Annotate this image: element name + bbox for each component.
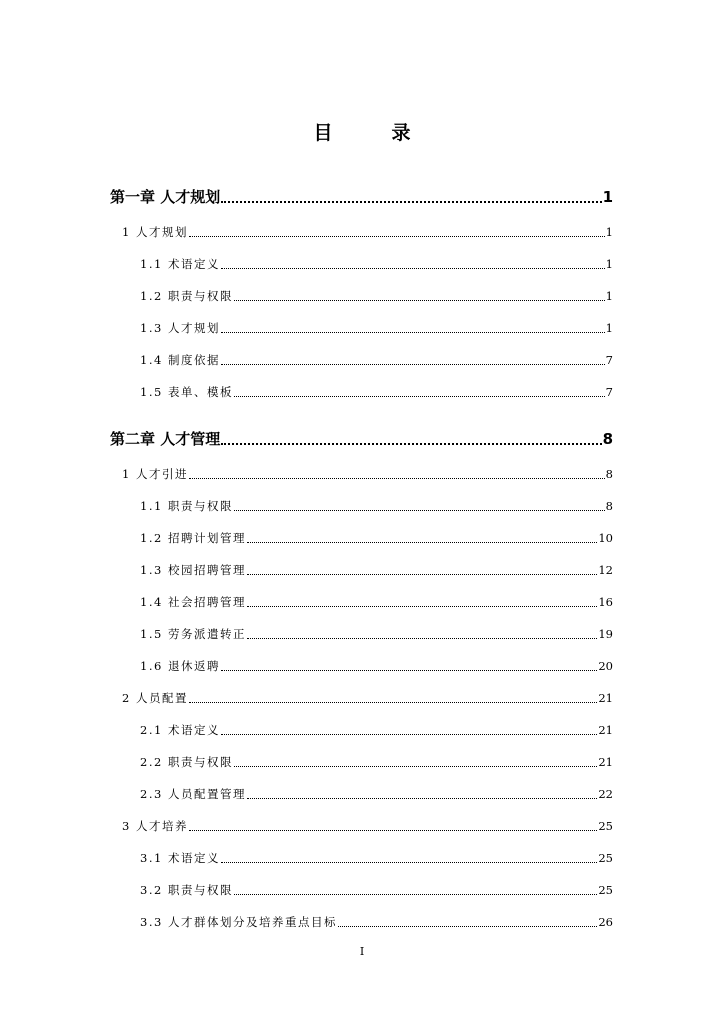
toc-subsection[interactable] <box>140 850 613 866</box>
toc-subsection[interactable] <box>140 256 613 272</box>
toc-leader <box>247 797 597 799</box>
toc-leader <box>221 733 597 735</box>
toc-page: 16 <box>598 595 613 609</box>
toc-subsection[interactable] <box>140 626 613 642</box>
toc-section[interactable] <box>122 224 613 240</box>
toc-subsection[interactable] <box>140 658 613 674</box>
toc-leader <box>221 363 605 365</box>
toc-label: 2.3 人员配置管理 <box>140 787 246 801</box>
toc-chapter-2[interactable] <box>110 428 613 449</box>
toc-page: 8 <box>602 430 613 448</box>
toc-leader <box>221 331 605 333</box>
toc-label: 第一章 人才规划 <box>110 188 221 206</box>
toc-subsection[interactable] <box>140 530 613 546</box>
toc-label: 3 人才培养 <box>122 819 188 833</box>
toc-subsection[interactable] <box>140 352 613 368</box>
toc-subsection[interactable] <box>140 562 613 578</box>
toc-chapter-1[interactable] <box>110 186 613 207</box>
toc-leader <box>234 765 597 767</box>
toc-page: 1 <box>605 225 613 239</box>
toc-leader <box>189 477 605 479</box>
toc-page: 8 <box>605 467 613 481</box>
toc-label: 2.2 职责与权限 <box>140 755 233 769</box>
toc-label: 3.2 职责与权限 <box>140 883 233 897</box>
toc-label: 2.1 术语定义 <box>140 723 220 737</box>
toc-page: 8 <box>605 499 613 513</box>
toc-label: 第二章 人才管理 <box>110 430 221 448</box>
toc-section[interactable] <box>122 690 613 706</box>
toc-subsection[interactable] <box>140 594 613 610</box>
toc-page: 1 <box>605 321 613 335</box>
toc-label: 1.5 表单、模板 <box>140 385 233 399</box>
toc-page: 20 <box>598 659 613 673</box>
toc-label: 1.4 社会招聘管理 <box>140 595 246 609</box>
toc-page: 7 <box>605 385 613 399</box>
toc-leader <box>247 573 597 575</box>
toc-leader <box>221 267 605 269</box>
toc-page: 25 <box>598 883 613 897</box>
toc-leader <box>234 893 597 895</box>
toc-page: 22 <box>598 787 613 801</box>
toc-subsection[interactable] <box>140 882 613 898</box>
toc-label: 1.2 招聘计划管理 <box>140 531 246 545</box>
toc-leader <box>247 541 597 543</box>
toc-subsection[interactable] <box>140 786 613 802</box>
toc-leader <box>234 299 605 301</box>
toc-label: 3.3 人才群体划分及培养重点目标 <box>140 915 337 929</box>
toc-label: 1 人才引进 <box>122 467 188 481</box>
toc-label: 1.1 职责与权限 <box>140 499 233 513</box>
toc-label: 1.1 术语定义 <box>140 257 220 271</box>
toc-page: 21 <box>598 723 613 737</box>
toc-subsection[interactable] <box>140 722 613 738</box>
toc-page: 1 <box>602 188 613 206</box>
toc-page: 1 <box>605 289 613 303</box>
page-title: 目 录 <box>313 122 431 144</box>
toc-label: 1.5 劳务派遣转正 <box>140 627 246 641</box>
toc-section[interactable] <box>122 466 613 482</box>
toc-subsection[interactable] <box>140 754 613 770</box>
toc-page: 10 <box>598 531 613 545</box>
toc-label: 1.2 职责与权限 <box>140 289 233 303</box>
toc-section[interactable] <box>122 818 613 834</box>
toc-leader <box>338 925 597 927</box>
toc-subsection[interactable] <box>140 498 613 514</box>
toc-subsection[interactable] <box>140 320 613 336</box>
toc-leader <box>247 637 597 639</box>
toc-page: 12 <box>598 563 613 577</box>
toc-label: 2 人员配置 <box>122 691 188 705</box>
toc-leader <box>234 395 605 397</box>
toc-page: 25 <box>598 851 613 865</box>
toc-page: 25 <box>598 819 613 833</box>
toc-subsection[interactable] <box>140 288 613 304</box>
toc-leader <box>234 509 605 511</box>
toc-label: 1.3 人才规划 <box>140 321 220 335</box>
toc-leader <box>189 829 597 831</box>
toc-page: 7 <box>605 353 613 367</box>
toc-page: 19 <box>598 627 613 641</box>
toc-label: 1.3 校园招聘管理 <box>140 563 246 577</box>
toc-page: 1 <box>605 257 613 271</box>
toc-subsection[interactable] <box>140 384 613 400</box>
toc-leader <box>189 235 605 237</box>
toc-leader <box>221 200 601 203</box>
toc-leader <box>189 701 597 703</box>
toc-page: 21 <box>598 755 613 769</box>
toc-page: 26 <box>598 915 613 929</box>
toc-leader <box>221 442 601 445</box>
toc-label: 1.6 退休返聘 <box>140 659 220 673</box>
toc-label: 1 人才规划 <box>122 225 188 239</box>
toc-leader <box>247 605 597 607</box>
toc-label: 3.1 术语定义 <box>140 851 220 865</box>
toc-subsection[interactable] <box>140 914 613 930</box>
footer-page-number: I <box>359 945 365 958</box>
toc-leader <box>221 669 597 671</box>
toc-page: 21 <box>598 691 613 705</box>
toc-leader <box>221 861 597 863</box>
toc-label: 1.4 制度依据 <box>140 353 220 367</box>
